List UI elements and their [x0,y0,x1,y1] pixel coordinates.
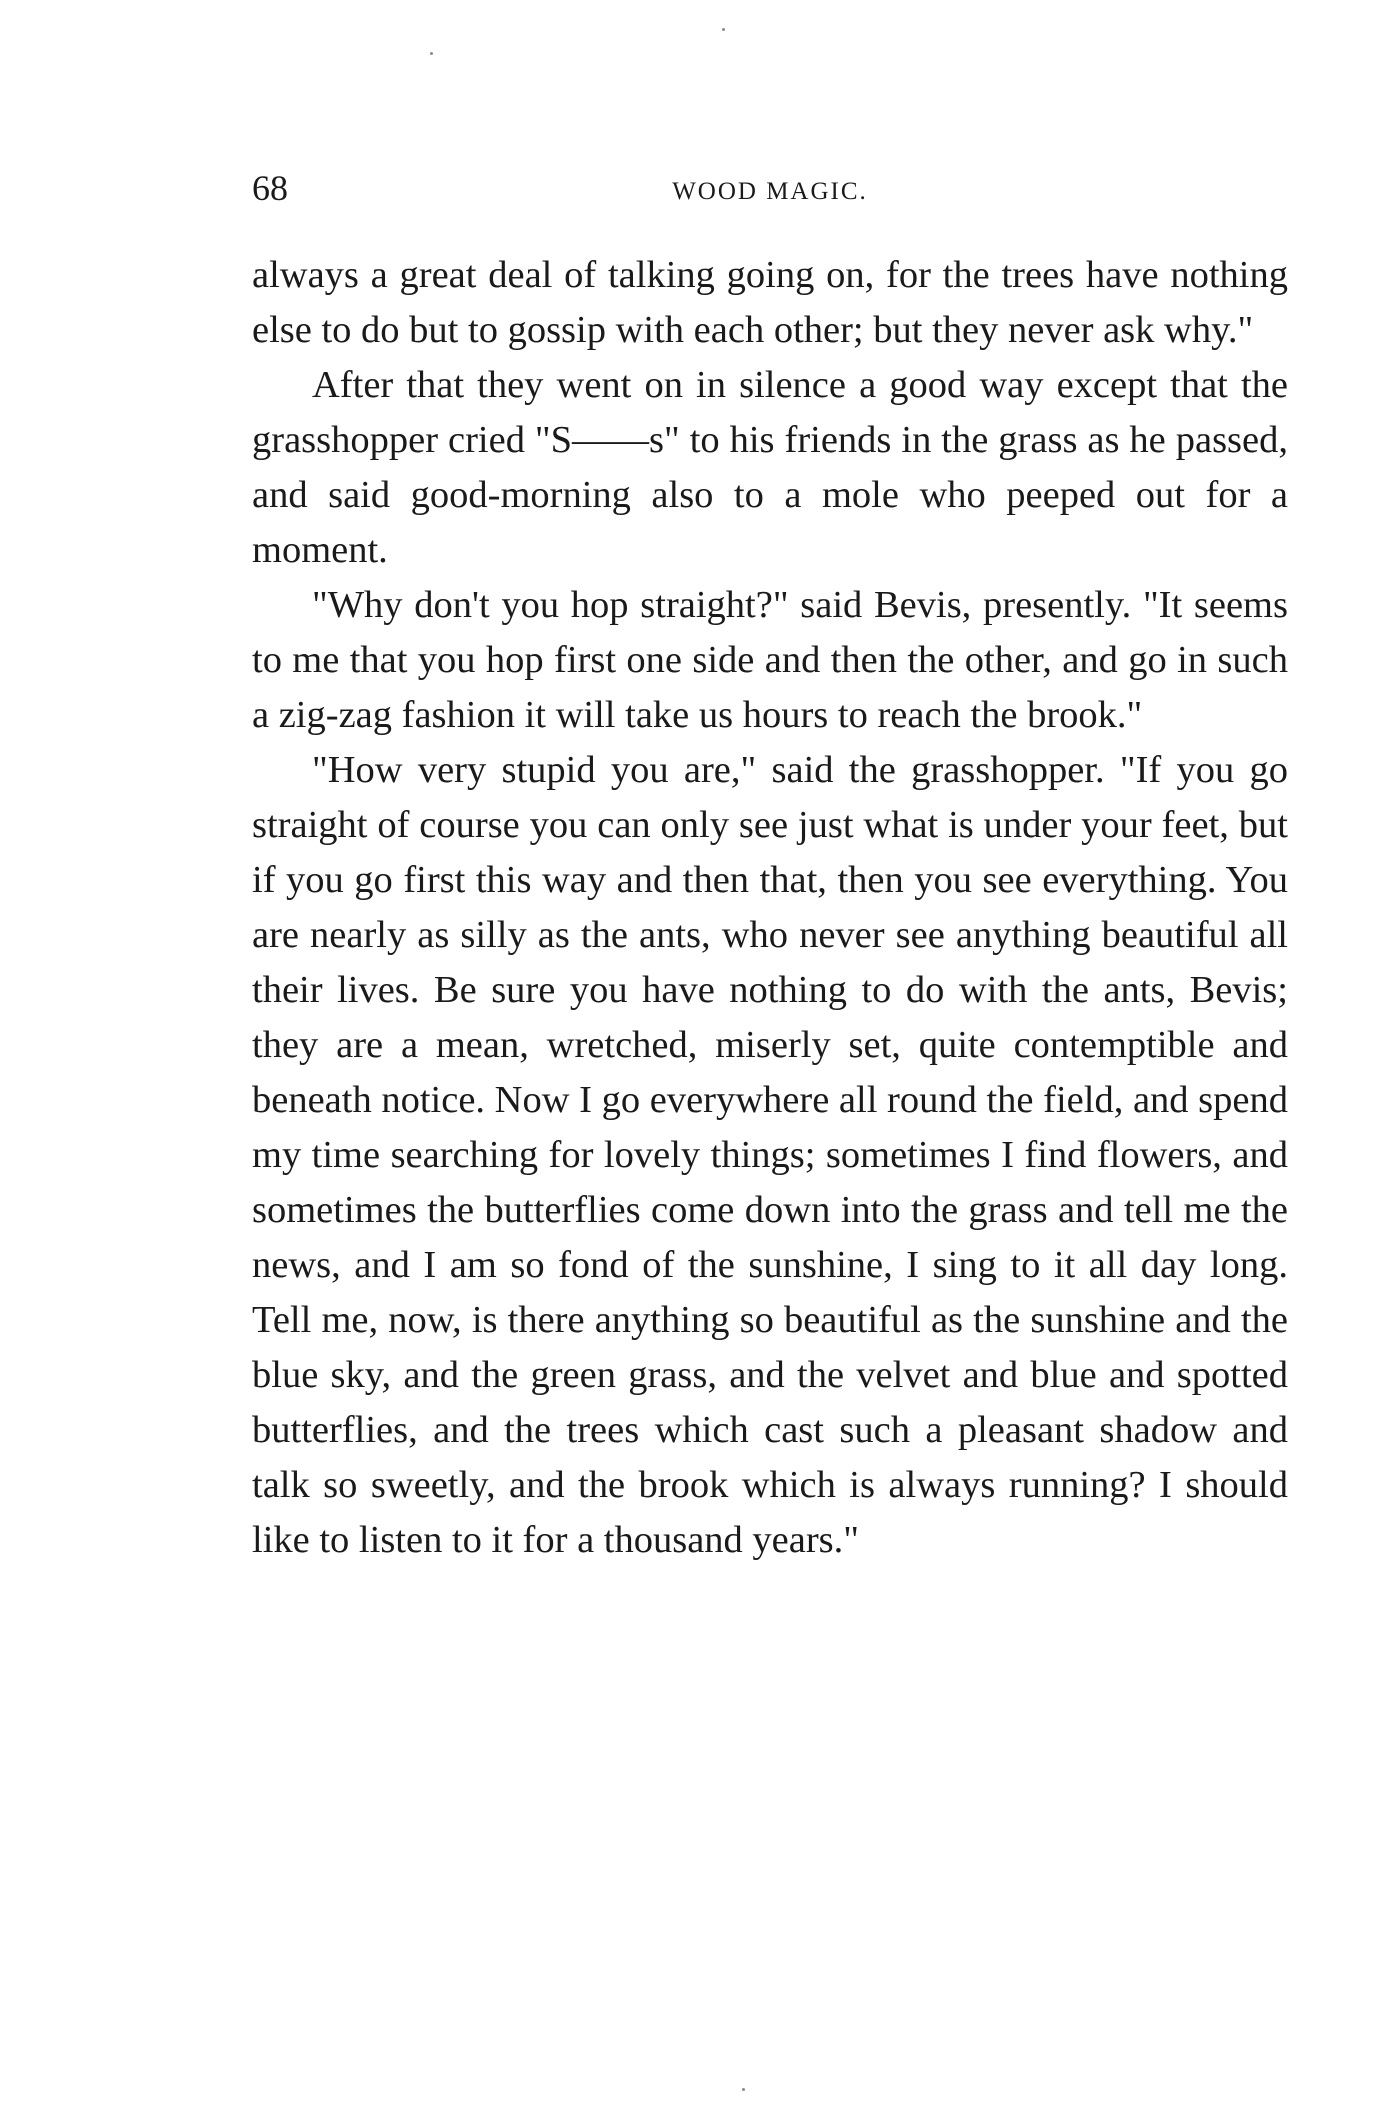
body-text [252,248,1288,1568]
page-header [252,164,1288,212]
paragraph: "Why don't you hop straight?" said Bevis, presently. "It seems to me that you hop first one side and then the other, and go in such a zig-zag fashion it will take us hours to reach the brook." [252,584,1288,736]
paragraph: After that they went on in silence a good way except that the grasshopper cried "S——s" to his friends in the grass as he passed, and said good-morning also to a mole who peeped out for a moment. [252,364,1288,571]
paragraph: always a great deal of talking going on, for the trees have nothing else to do but to gossip with each other; but they never ask why." [252,254,1288,351]
paper-speck [742,2088,745,2091]
page-number: 68 [252,168,288,208]
paper-speck [430,52,433,55]
paragraph: "How very stupid you are," said the grasshopper. "If you go straight of course you can only see just what is under your feet, but if you go first this way and then that, then you see everything. You are nearly as silly as the ants, who never see anything beautiful all their lives. Be sure you have nothing to do with the ants, Bevis; they are a mean, wretched, miserly set, quite contemptible and beneath notice. Now I go everywhere all round the field, and spend my time searching for lovely things; sometimes I find flowers, and sometimes the butterflies come down into the grass and tell me the news, and I am so fond of the sunshine, I sing to it all day long. Tell me, now, is there anything so beautiful as the sunshine and the blue sky, and the green grass, and the velvet and blue and spotted butterflies, and the trees which cast such a pleasant shadow and talk so sweetly, and the brook which is always running? I should like to listen to it for a thousand years." [252,749,1288,1561]
running-title: WOOD MAGIC. [672,178,868,205]
paper-speck [722,28,725,31]
